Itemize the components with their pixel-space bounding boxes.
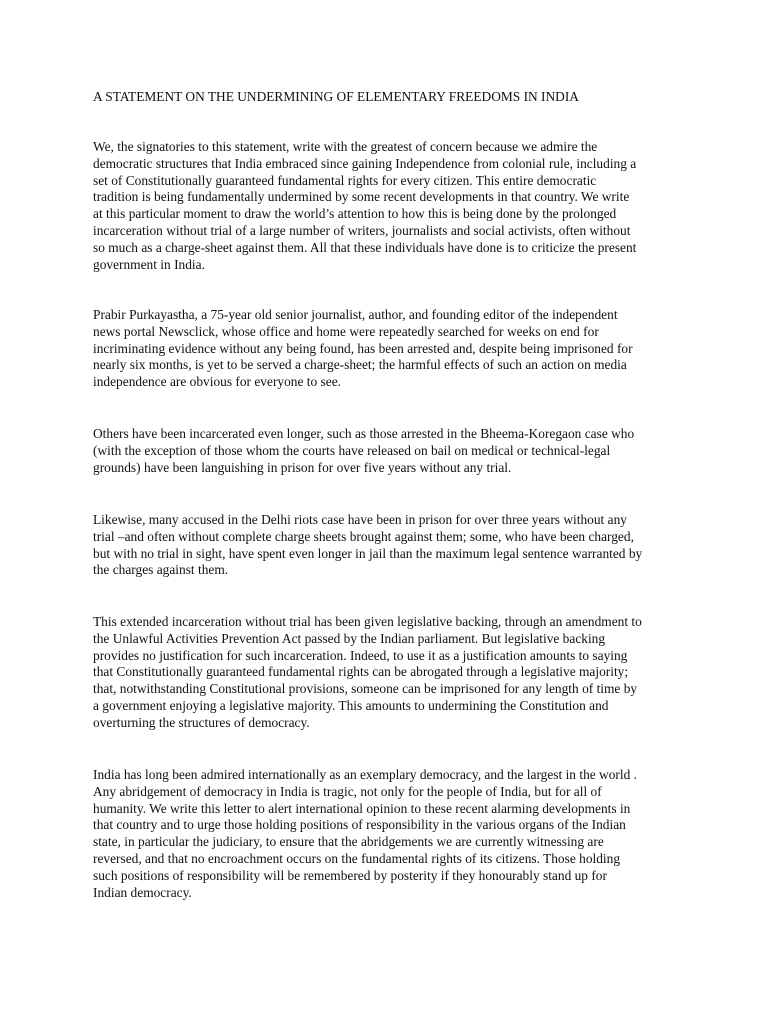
paragraph-line: such positions of responsibility will be remembered by posterity if they honourably stand up for	[93, 867, 607, 883]
paragraph-line: that Constitutionally guaranteed fundamental rights can be abrogated through a legislative majority;	[93, 664, 629, 680]
paragraph-line: provides no justification for such incarceration. Indeed, to use it as a justification amounts to saying	[93, 647, 628, 663]
paragraph-line: at this particular moment to draw the world’s attention to how this is being done by the prolonged	[93, 206, 617, 222]
paragraph-line: a government enjoying a legislative majority. This amounts to undermining the Constitution and	[93, 697, 609, 713]
paragraph-line: India has long been admired internationally as an exemplary democracy, and the largest in the world .	[93, 767, 637, 782]
paragraph-line: tradition is being fundamentally undermined by some recent developments in that country. We write	[93, 189, 630, 205]
paragraph-line: reversed, and that no encroachment occurs on the fundamental rights of its citizens. Those holding	[93, 850, 621, 866]
paragraph-line: that country and to urge those holding positions of responsibility in the various organs of the Indian	[93, 817, 626, 833]
paragraph-line: that, notwithstanding Constitutional provisions, someone can be imprisoned for any length of time by	[93, 681, 638, 697]
paragraph-line: nearly six months, is yet to be served a charge-sheet; the harmful effects of such an action on media	[93, 357, 627, 373]
paragraph-line: the charges against them.	[93, 562, 229, 578]
paragraph-line: We, the signatories to this statement, write with the greatest of concern because we admire the	[93, 139, 598, 154]
paragraph-line: incarceration without trial of a large number of writers, journalists and social activists, often without	[93, 222, 631, 238]
paragraph-line: independence are obvious for everyone to see.	[93, 374, 341, 390]
paragraph-line: Likewise, many accused in the Delhi riots case have been in prison for over three years without any	[93, 512, 627, 527]
paragraph-line: incriminating evidence without any being found, has been arrested and, despite being imprisoned for	[93, 340, 633, 356]
paragraph-line: Any abridgement of democracy in India is tragic, not only for the people of India, but for all of	[93, 783, 602, 799]
paragraph-bheema-koregaon	[93, 426, 685, 476]
paragraph-line: the Unlawful Activities Prevention Act passed by the Indian parliament. But legislative backing	[93, 630, 606, 646]
document-title: A STATEMENT ON THE UNDERMINING OF ELEMENTARY FREEDOMS IN INDIA	[93, 89, 579, 104]
paragraph-line: news portal Newsclick, whose office and home were repeatedly searched for weeks on end for	[93, 323, 599, 339]
paragraph-line: government in India.	[93, 256, 205, 272]
paragraph-delhi-riots	[93, 512, 685, 579]
paragraph-line: Prabir Purkayastha, a 75-year old senior journalist, author, and founding editor of the independent	[93, 307, 618, 322]
paragraph-line: (with the exception of those whom the courts have released on bail on medical or technical-legal	[93, 442, 611, 458]
paragraph-line: state, in particular the judiciary, to ensure that the abridgements we are currently witnessing are	[93, 834, 604, 850]
paragraph-legislative-backing	[93, 614, 685, 732]
paragraph-line: democratic structures that India embraced since gaining Independence from colonial rule, including a	[93, 155, 637, 171]
paragraph-indian-democracy	[93, 767, 685, 901]
paragraph-line: grounds) have been languishing in prison for over five years without any trial.	[93, 459, 512, 475]
paragraph-line: but with no trial in sight, have spent even longer in jail than the maximum legal sentence warranted by	[93, 545, 643, 561]
paragraph-line: overturning the structures of democracy.	[93, 714, 310, 730]
paragraph-line: so much as a charge-sheet against them. All that these individuals have done is to criticize the present	[93, 239, 637, 255]
paragraph-signatories-concern	[93, 139, 685, 273]
paragraph-line: humanity. We write this letter to alert international opinion to these recent alarming developments in	[93, 800, 631, 816]
paragraph-line: trial –and often without complete charge sheets brought against them; some, who have been charged,	[93, 528, 634, 544]
paragraph-prabir-purkayastha	[93, 307, 685, 391]
paragraph-line: Others have been incarcerated even longer, such as those arrested in the Bheema-Koregaon case who	[93, 426, 635, 441]
paragraph-line: set of Constitutionally guaranteed fundamental rights for every citizen. This entire democratic	[93, 172, 597, 188]
paragraph-line: Indian democracy.	[93, 884, 192, 900]
paragraph-line: This extended incarceration without trial has been given legislative backing, through an amendment to	[93, 614, 642, 629]
